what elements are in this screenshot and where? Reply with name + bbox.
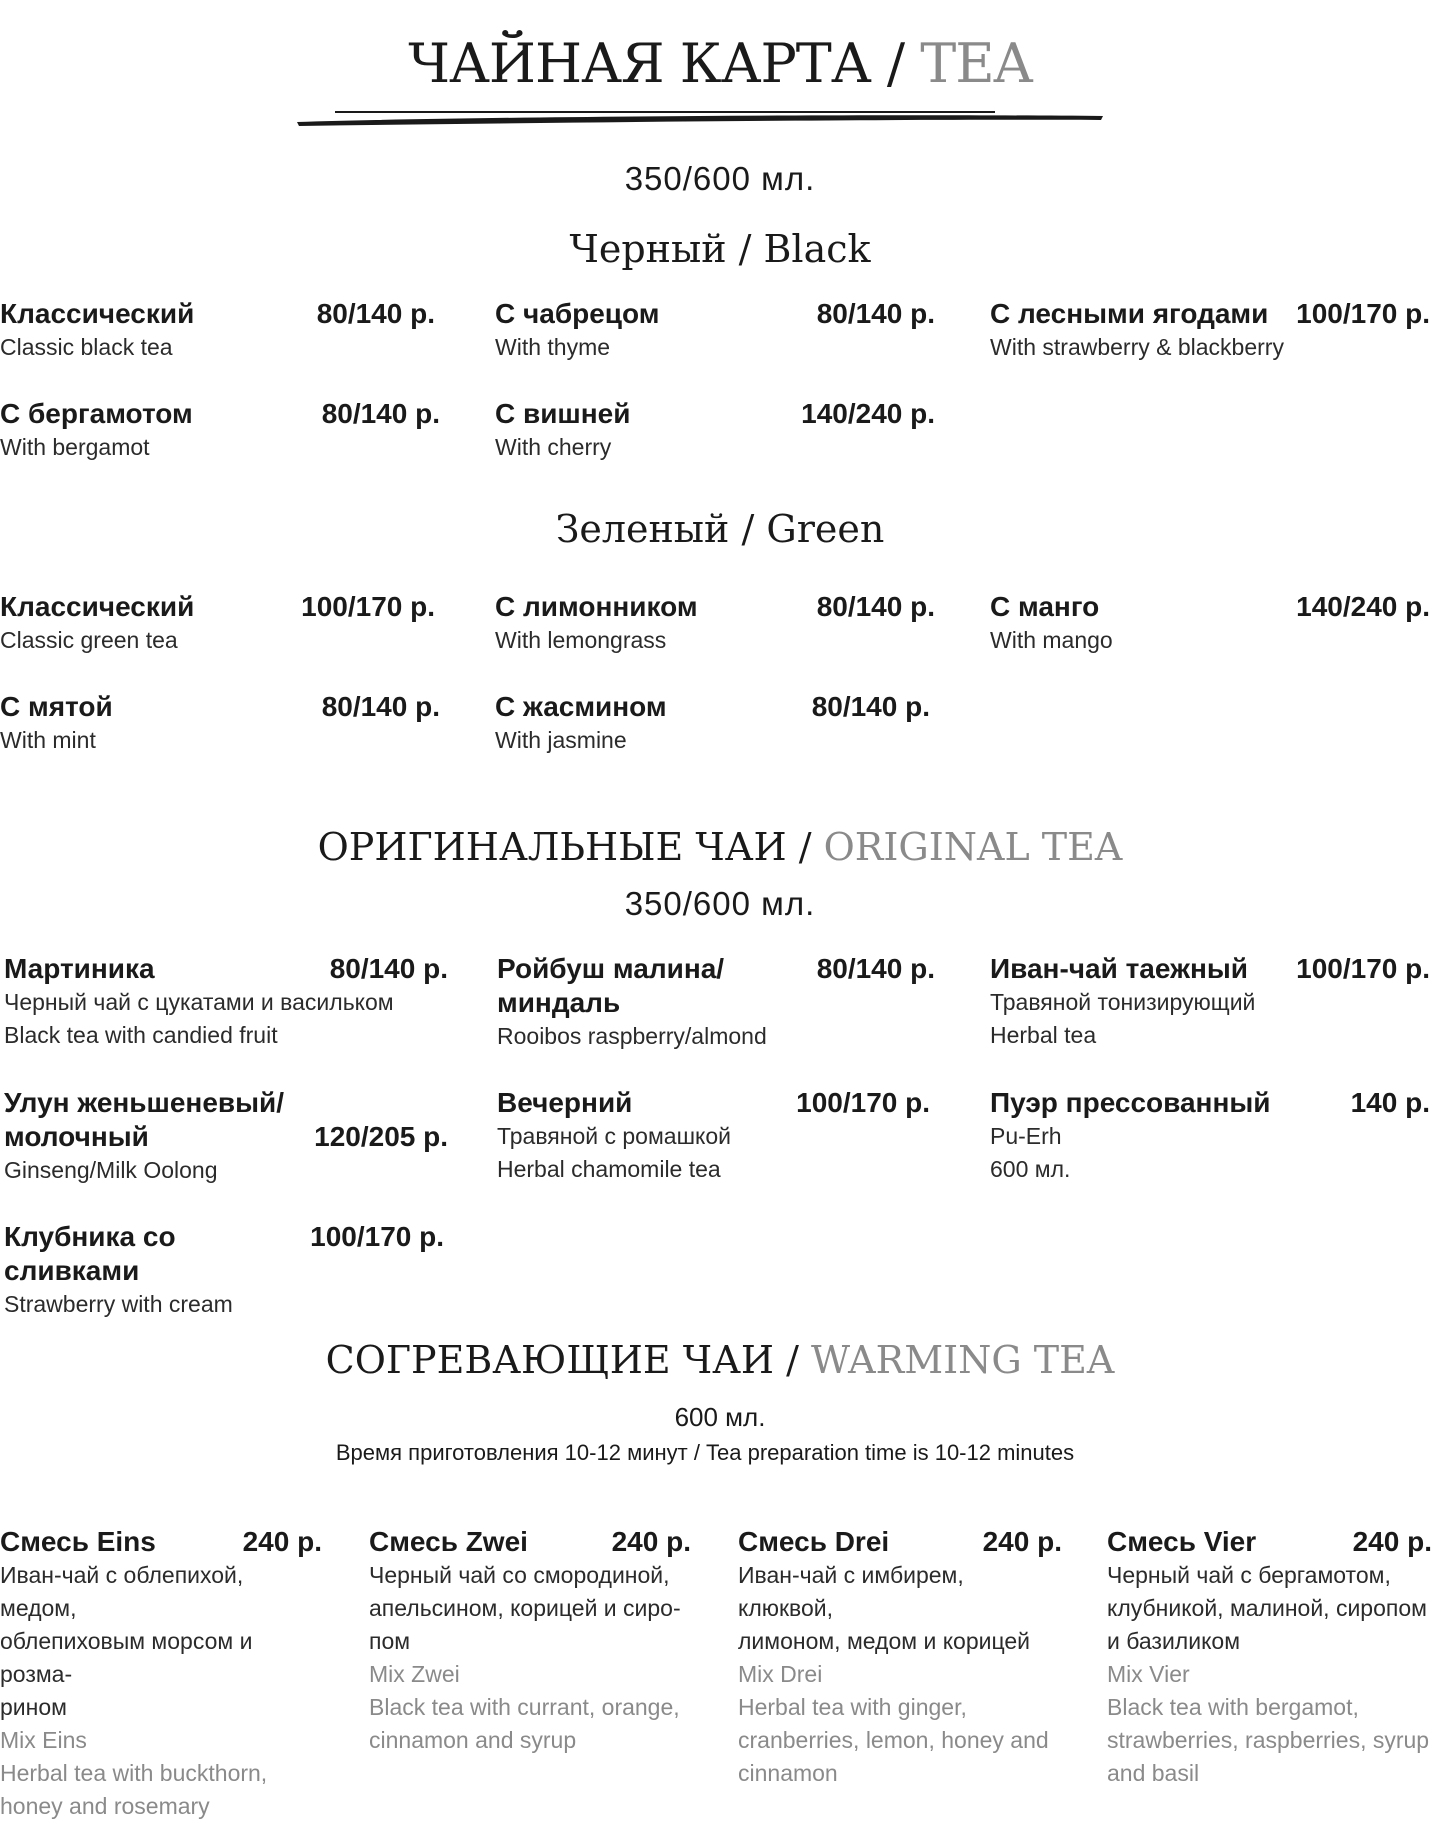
item-price: 140/240 р. bbox=[1296, 591, 1430, 622]
item-name: Мартиника bbox=[4, 953, 155, 984]
menu-item bbox=[0, 397, 440, 464]
item-name: Смесь Zwei bbox=[369, 1526, 528, 1557]
item-name: Улун женьшеневый/ bbox=[4, 1087, 285, 1118]
green-heading: Зеленый / Green bbox=[555, 507, 885, 551]
item-desc: Rooibos raspberry/almond bbox=[497, 1023, 767, 1049]
item-desc-en: Mix Zwei bbox=[369, 1661, 460, 1687]
item-desc: Черный чай с цукатами и васильком bbox=[4, 989, 394, 1015]
item-price: 100/170 р. bbox=[310, 1221, 444, 1252]
menu-item bbox=[0, 690, 440, 757]
item-price: 100/170 р. bbox=[796, 1087, 930, 1118]
item-name-cont: молочный bbox=[4, 1121, 149, 1152]
item-name: Классический bbox=[0, 591, 195, 622]
item-name: С мятой bbox=[0, 691, 113, 722]
item-desc: Черный чай с бергамотом, bbox=[1107, 1562, 1391, 1588]
warming-heading-en: WARMING TEA bbox=[810, 1338, 1115, 1382]
item-name: С вишней bbox=[495, 398, 631, 429]
page-title-ru: ЧАЙНАЯ КАРТА / bbox=[408, 32, 905, 95]
item-desc: облепиховым морсом и розма- bbox=[0, 1628, 253, 1687]
menu-item bbox=[0, 1525, 322, 1823]
original-volume: 350/600 мл. bbox=[624, 885, 816, 922]
item-name: Иван-чай таежный bbox=[990, 953, 1248, 984]
item-desc-en: Mix Drei bbox=[738, 1661, 823, 1687]
item-price: 140 р. bbox=[1350, 1087, 1430, 1118]
item-desc: клубникой, малиной, сиропом bbox=[1107, 1595, 1427, 1621]
item-desc: With jasmine bbox=[495, 727, 627, 753]
main-volume: 350/600 мл. bbox=[624, 160, 816, 197]
item-price: 80/140 р. bbox=[816, 953, 935, 984]
original-heading-ru: ОРИГИНАЛЬНЫЕ ЧАИ / bbox=[317, 825, 812, 869]
item-desc-en: Mix Vier bbox=[1107, 1661, 1190, 1687]
item-name: Клубника со сливками bbox=[4, 1221, 176, 1286]
menu-item bbox=[990, 1086, 1430, 1186]
menu-item bbox=[369, 1525, 691, 1757]
item-name: С чабрецом bbox=[495, 298, 660, 329]
item-price: 140/240 р. bbox=[801, 398, 935, 429]
item-name-cont: миндаль bbox=[497, 987, 621, 1018]
menu-item bbox=[495, 397, 935, 464]
item-name: С лесными ягодами bbox=[990, 298, 1269, 329]
page-title bbox=[0, 32, 1440, 95]
item-price: 80/140 р. bbox=[321, 691, 440, 722]
item-price: 80/140 р. bbox=[816, 591, 935, 622]
item-name: Классический bbox=[0, 298, 195, 329]
menu-item bbox=[495, 690, 930, 757]
item-desc: 600 мл. bbox=[990, 1156, 1071, 1182]
menu-item bbox=[497, 952, 935, 1053]
menu-item bbox=[1107, 1525, 1432, 1790]
item-price: 80/140 р. bbox=[321, 398, 440, 429]
item-name: Смесь Eins bbox=[0, 1526, 156, 1557]
item-desc-en: cinnamon and syrup bbox=[369, 1727, 577, 1753]
menu-item bbox=[495, 297, 935, 364]
item-desc-en: Black tea with currant, orange, bbox=[369, 1694, 680, 1720]
item-desc: пом bbox=[369, 1628, 411, 1654]
item-desc: Strawberry with cream bbox=[4, 1291, 233, 1317]
item-desc: Иван-чай с облепихой, медом, bbox=[0, 1562, 244, 1621]
item-desc: Ginseng/Milk Oolong bbox=[4, 1157, 218, 1183]
item-desc: лимоном, медом и корицей bbox=[738, 1628, 1031, 1654]
item-price: 100/170 р. bbox=[1296, 298, 1430, 329]
item-desc: Pu-Erh bbox=[990, 1123, 1062, 1149]
menu-item bbox=[738, 1525, 1062, 1790]
item-name: Смесь Vier bbox=[1107, 1526, 1257, 1557]
item-desc-en: honey and rosemary bbox=[0, 1793, 210, 1819]
item-price: 120/205 р. bbox=[314, 1121, 448, 1152]
item-name: С жасмином bbox=[495, 691, 667, 722]
warming-heading bbox=[0, 1338, 1440, 1382]
menu-item bbox=[4, 1220, 444, 1321]
warming-volume: 600 мл. bbox=[674, 1402, 766, 1432]
item-desc-en: cranberries, lemon, honey and bbox=[738, 1727, 1049, 1753]
warming-heading-ru: СОГРЕВАЮЩИЕ ЧАИ / bbox=[325, 1338, 799, 1382]
item-desc: рином bbox=[0, 1694, 67, 1720]
item-price: 240 р. bbox=[242, 1526, 322, 1557]
item-desc-en: cinnamon bbox=[738, 1760, 838, 1786]
menu-item bbox=[0, 297, 435, 364]
item-desc: и базиликом bbox=[1107, 1628, 1241, 1654]
brush-underline bbox=[295, 110, 1105, 130]
item-desc: Травяной с ромашкой bbox=[497, 1123, 731, 1149]
menu-item bbox=[990, 952, 1430, 1052]
original-heading bbox=[0, 825, 1440, 869]
item-desc: Classic black tea bbox=[0, 334, 173, 360]
item-desc: With lemongrass bbox=[495, 627, 667, 653]
item-desc-en: and basil bbox=[1107, 1760, 1200, 1786]
item-name: Смесь Drei bbox=[738, 1526, 890, 1557]
item-name: С манго bbox=[990, 591, 1100, 622]
item-name: Пуэр прессованный bbox=[990, 1087, 1271, 1118]
original-heading-en: ORIGINAL TEA bbox=[823, 825, 1123, 869]
item-name: С бергамотом bbox=[0, 398, 193, 429]
menu-item bbox=[0, 590, 435, 657]
item-desc: With mango bbox=[990, 627, 1113, 653]
item-desc: Черный чай со смородиной, bbox=[369, 1562, 670, 1588]
menu-item bbox=[497, 1086, 930, 1186]
warming-note: Время приготовления 10-12 минут / Tea preparation time is 10-12 minutes bbox=[335, 1440, 1075, 1465]
item-desc-en: Herbal tea with buckthorn, bbox=[0, 1760, 268, 1786]
page-title-en: TEA bbox=[920, 32, 1032, 95]
item-price: 240 р. bbox=[982, 1526, 1062, 1557]
item-desc: Classic green tea bbox=[0, 627, 178, 653]
item-desc: Иван-чай с имбирем, клюквой, bbox=[738, 1562, 964, 1621]
item-desc: Black tea with candied fruit bbox=[4, 1022, 278, 1048]
item-desc: апельсином, корицей и сиро- bbox=[369, 1595, 681, 1621]
item-desc: With thyme bbox=[495, 334, 611, 360]
item-price: 100/170 р. bbox=[1296, 953, 1430, 984]
item-price: 240 р. bbox=[1352, 1526, 1432, 1557]
item-price: 80/140 р. bbox=[816, 298, 935, 329]
item-price: 80/140 р. bbox=[811, 691, 930, 722]
menu-item bbox=[990, 297, 1430, 364]
item-desc-en: Herbal tea with ginger, bbox=[738, 1694, 967, 1720]
item-name: Ройбуш малина/ bbox=[497, 953, 725, 984]
item-name: Вечерний bbox=[497, 1087, 633, 1118]
item-desc: Herbal tea bbox=[990, 1022, 1097, 1048]
item-name: С лимонником bbox=[495, 591, 698, 622]
item-desc: Травяной тонизирующий bbox=[990, 989, 1256, 1015]
item-desc: With cherry bbox=[495, 434, 612, 460]
item-desc-en: strawberries, raspberries, syrup bbox=[1107, 1727, 1430, 1753]
item-desc: With bergamot bbox=[0, 434, 150, 460]
item-price: 240 р. bbox=[611, 1526, 691, 1557]
menu-item bbox=[4, 1086, 448, 1187]
item-price: 80/140 р. bbox=[316, 298, 435, 329]
item-desc: Herbal chamomile tea bbox=[497, 1156, 721, 1182]
item-desc: With mint bbox=[0, 727, 96, 753]
item-desc-en: Black tea with bergamot, bbox=[1107, 1694, 1359, 1720]
item-price: 80/140 р. bbox=[329, 953, 448, 984]
menu-item bbox=[495, 590, 935, 657]
black-heading: Черный / Black bbox=[569, 227, 871, 271]
menu-item bbox=[990, 590, 1430, 657]
item-desc: With strawberry & blackberry bbox=[990, 334, 1284, 360]
item-desc-en: Mix Eins bbox=[0, 1727, 87, 1753]
menu-item bbox=[4, 952, 448, 1052]
item-price: 100/170 р. bbox=[301, 591, 435, 622]
